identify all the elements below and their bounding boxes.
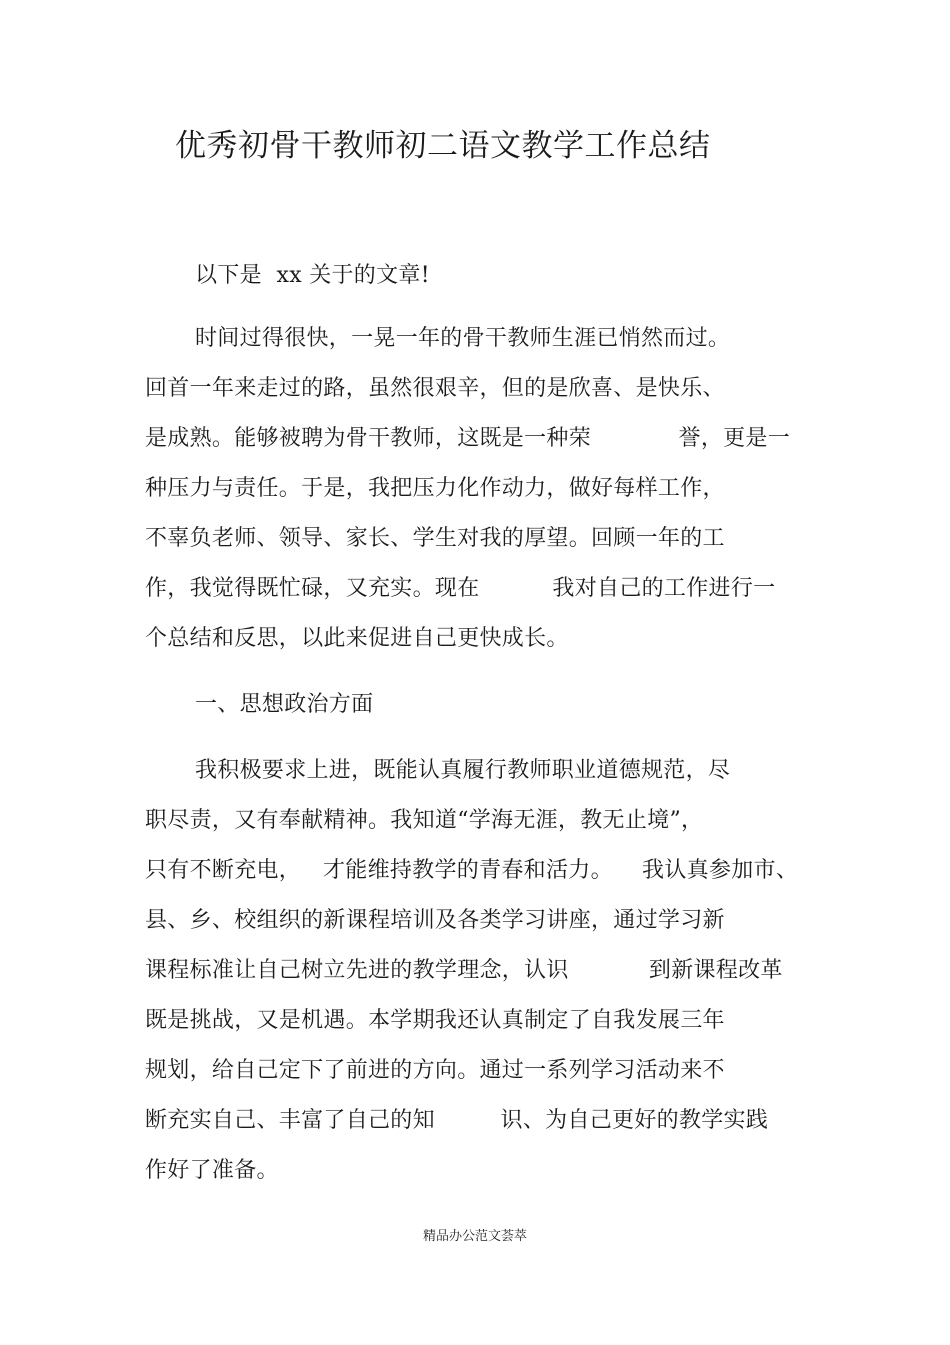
section-heading: 一、思想政治方面 (195, 692, 374, 717)
paragraph-line: 回首一年来走过的路，虽然很艰辛，但的是欣喜、是快乐、 (145, 376, 725, 401)
paragraph-line: 我积极要求上进，既能认真履行教师职业道德规范，尽 (195, 758, 731, 783)
paragraph-line: 作好了准备。 (145, 1158, 279, 1183)
paragraph-line: 只有不断充电， 才能维持教学的青春和活力。 我认真参加市、 (145, 858, 799, 883)
paragraph-line: 职尽责，又有奉献精神。我知道“学海无涯，教无止境”， (145, 808, 704, 833)
paragraph-line: 课程标准让自己树立先进的教学理念，认识 到新课程改革 (145, 958, 783, 983)
paragraph-line: 既是挑战，又是机遇。本学期我还认真制定了自我发展三年 (145, 1008, 725, 1033)
paragraph-line: 作，我觉得既忙碌，又充实。现在 我对自己的工作进行一 (145, 576, 776, 601)
paragraph-line: 断充实自己、丰富了自己的知 识、为自己更好的教学实践 (145, 1108, 769, 1133)
intro-line: 以下是 xx 关于的文章! (195, 263, 430, 288)
paragraph-line: 时间过得很快，一晃一年的骨干教师生涯已悄然而过。 (195, 326, 731, 351)
paragraph-line: 个总结和反思，以此来促进自己更快成长。 (145, 626, 569, 651)
page-footer: 精品办公范文荟萃 (422, 1229, 527, 1244)
paragraph-line: 不辜负老师、领导、家长、学生对我的厚望。回顾一年的工 (145, 526, 725, 551)
paragraph-line: 种压力与责任。于是，我把压力化作动力，做好每样工作， (145, 476, 725, 501)
paragraph-line: 县、乡、校组织的新课程培训及各类学习讲座，通过学习新 (145, 908, 725, 933)
document-title: 优秀初骨干教师初二语文教学工作总结 (175, 128, 711, 164)
paragraph-line: 是成熟。能够被聘为骨干教师，这既是一种荣 誉，更是一 (145, 426, 791, 451)
paragraph-line: 规划，给自己定下了前进的方向。通过一系列学习活动来不 (145, 1058, 725, 1083)
